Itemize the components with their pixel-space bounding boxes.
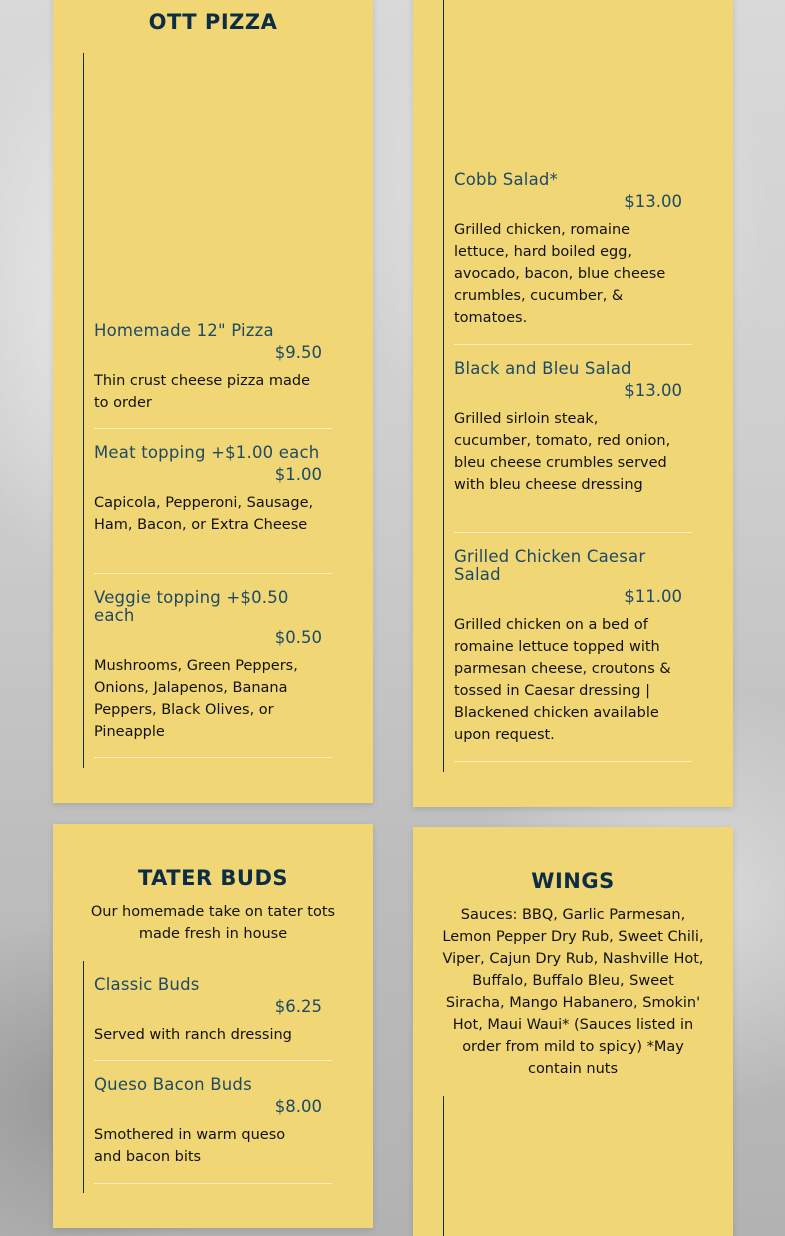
item-divider [94, 428, 332, 429]
menu-item[interactable] [94, 589, 332, 743]
menu-vertical-rule [83, 53, 84, 768]
card-title: TATER BUDS [137, 866, 289, 890]
item-divider [454, 344, 692, 345]
menu-item-price: $6.25 [274, 997, 322, 1016]
menu-item-name: Classic Buds [94, 975, 200, 994]
menu-item-name: Black and Bleu Salad [454, 359, 632, 378]
menu-item-description: Capicola, Pepperoni, Sausage, Ham, Bacon, or Extra Cheese [94, 495, 314, 533]
item-divider [94, 757, 332, 758]
menu-item-name: Grilled Chicken Caesar Salad [454, 547, 646, 584]
menu-item-description: Grilled chicken, romaine lettuce, hard boiled egg, avocado, bacon, blue cheese crumbles, cucumber, & tomatoes. [454, 222, 666, 326]
menu-item[interactable] [454, 548, 692, 746]
item-divider [94, 573, 332, 574]
menu-vertical-rule [443, 0, 444, 772]
menu-item-price: $13.00 [624, 381, 682, 400]
card-description: Our homemade take on tater tots made fresh in house [90, 904, 336, 942]
item-divider [454, 532, 692, 533]
menu-item[interactable] [94, 444, 332, 536]
menu-item-description: Smothered in warm queso and bacon bits [94, 1127, 286, 1165]
menu-item-description: Mushrooms, Green Peppers, Onions, Jalapenos, Banana Peppers, Black Olives, or Pineapple [94, 658, 298, 740]
pizza-menu-card [53, 0, 373, 803]
card-description: Sauces: BBQ, Garlic Parmesan, Lemon Pepper Dry Rub, Sweet Chili, Viper, Cajun Dry Rub, Nashville Hot, Buffalo, Buffalo Bleu, Sweet Siracha, Mango Habanero, Smokin' Hot, Maui Waui* (Sauces listed in order from mild to spicy) *May contain nuts [442, 907, 704, 1077]
wings-menu-card [413, 827, 733, 1236]
menu-item-price: $9.50 [274, 343, 322, 362]
item-divider [454, 761, 692, 762]
menu-item-price: $13.00 [624, 192, 682, 211]
salads-menu-card [413, 0, 733, 807]
menu-item[interactable] [94, 976, 332, 1046]
item-divider [94, 1060, 332, 1061]
menu-item[interactable] [454, 171, 692, 329]
menu-item-description: Served with ranch dressing [94, 1027, 292, 1043]
menu-item-name: Meat topping +$1.00 each [94, 443, 320, 462]
card-title: OTT PIZZA [148, 10, 278, 34]
menu-vertical-rule [443, 1096, 444, 1236]
menu-item-description: Grilled chicken on a bed of romaine lettuce topped with parmesan cheese, croutons & tossed in Caesar dressing | Blackened chicken available upon request. [454, 617, 671, 743]
menu-item-price: $0.50 [274, 628, 322, 647]
menu-item-description: Thin crust cheese pizza made to order [94, 373, 311, 411]
card-title: WINGS [531, 869, 615, 893]
menu-item-name: Cobb Salad* [454, 170, 559, 189]
menu-vertical-rule [83, 961, 84, 1193]
menu-item-description: Grilled sirloin steak, cucumber, tomato, red onion, bleu cheese crumbles served with bleu cheese dressing [454, 411, 671, 493]
menu-item-price: $1.00 [274, 465, 322, 484]
menu-item-price: $11.00 [624, 587, 682, 606]
tater-buds-menu-card [53, 824, 373, 1228]
menu-item[interactable] [454, 360, 692, 496]
menu-item-name: Queso Bacon Buds [94, 1075, 252, 1094]
menu-item-price: $8.00 [274, 1097, 322, 1116]
item-divider [94, 1183, 332, 1184]
menu-item-name: Homemade 12" Pizza [94, 321, 274, 340]
menu-item[interactable] [94, 1076, 332, 1168]
menu-item-name: Veggie topping +$0.50 each [94, 588, 289, 625]
menu-item[interactable] [94, 322, 332, 414]
